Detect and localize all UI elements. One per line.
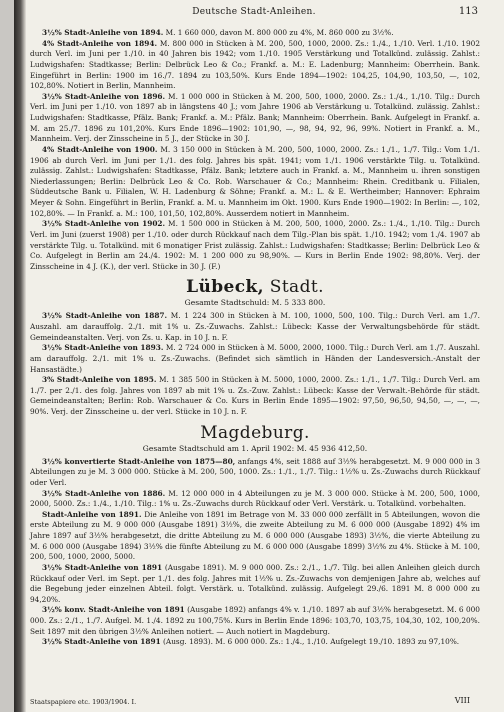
loan-text: M. 1 660 000, davon M. 800 000 zu 4%, M. 860 000 zu 3½%. [163,28,394,37]
signature-mark: VIII [454,696,470,705]
paragraph [30,489,480,510]
loan-title: 4% Stadt-Anleihe von 1900. [42,144,158,154]
loan-text: (Ausg. 1893). M. 6 000 000. Zs.: 1./4., 1./10. Aufgelegt 19./10. 1893 zu 97,10%. [160,637,460,647]
loan-text: (Ausgabe 1891). M. 9 000 000. Zs.: 2./1., 1./7. Tilg. bei allen Anleihen gleich durch Rückkauf oder Verl. im Sept. per 1./1. des folg. Jahres mit 1½% u. Zs.-Zuwachs von demjenigen Jahre ab, welches auf die Begebung jeder einzelnen Abteil. folgt. Verstärk. u. Totalkünd. zulässig. Aufgelegt 29./6. 1891 M. 8 000 000 zu 94,20%. [30,562,480,604]
loan-title: 3½% Stadt-Anleihe von 1902. [42,219,166,229]
loan-title: 3% Stadt-Anleihe von 1895. [42,375,157,385]
loan-text: (Ausgabe 1892) anfangs 4% v. 1./10. 1897 ab auf 3½% herabgesetzt. M. 6 000 000. Zs.: 2./1., 1./7. Aufgel. M. 1./4. 1892 zu 100,75%. Kurs in Berlin Ende 1896: 103,70, 103,75, 104,30, 102, 100,20%. Seit 1897 mit den übrigen 3½% Anleihen notiert. — Auch notiert in Magdeburg. [30,605,480,636]
paragraph [30,39,480,92]
loan-text: anfangs 4%, seit 1888 auf 3½% herabgesetzt. M. 9 000 000 in 3 Abteilungen zu je M. 3 000 000. Stücke à M. 200, 500, 1000. Zs.: 1./1., 1./7. Tilg.: 1½% u. Zs.-Zuwachs durch Rückkauf oder Verl. [30,456,480,487]
page-content [30,28,480,648]
loan-title: Stadt-Anleihe von 1891. [42,509,142,519]
paragraph [30,563,480,606]
loan-title: 3½% konv. Stadt-Anleihe von 1891 [42,605,185,615]
section-heading-rest: Stadt. [263,277,324,298]
loan-text: M. 1 500 000 in Stücken à M. 200, 500, 1000, 2000. Zs.: 1./4., 1./10. Tilg.: Durch Verl. im Juni (zuerst 1908) per 1./10. oder durch Rückkauf nach dem Tilg.-Plan bis spät. 1./10. 1942; vom 1./4. 1907 ab verstärkte Tilg. u. Totalkünd. mit 6 monatiger Frist zulässig. Zahlst.: Ludwigshafen: Stadtkasse; Berlin: Delbrück Leo & Co. Aufgelegt in Berlin am 24./4. 1902: M. 1 200 000 zu 98,90%. — Kurs in Berlin Ende 1902: 98,80%. Verj. der Zinsscheine in 4 J. (K.), der verl. Stücke in 30 J. (F.) [30,219,480,271]
section-heading-magdeburg: Magdeburg. [200,422,310,443]
loan-text: M. 12 000 000 in 4 Abteilungen zu je M. 3 000 000. Stücke à M. 200, 500, 1000, 2000, 5000. Zs.: 1./4., 1./10. Tilg.: 1% u. Zs.-Zuwachs durch Rückkauf oder Verl. Verstärk. u. Totalkünd. vorbehalten. [30,488,480,509]
paragraph [30,311,480,343]
loan-text: M. 1 385 500 in Stücken à M. 5000, 1000, 2000. Zs.: 1./1., 1./7. Tilg.: Durch Verl. am 1./7. per 2./1. des folg. Jahres von 1897 ab mit 1% u. Zs.-Zuw. Zahlst.: Lübeck: Kasse der Verwalt.-Behörde für städt. Gemeindeanstalten; Berlin: Rob. Warschauer & Co. Kurs in Berlin Ende 1895—1902: 97,50, 96,50, 94,50, —, —, —, 90%. Verj. der Zinsscheine u. der verl. Stücke in 10 J. n. F. [30,375,481,416]
paragraph [30,375,480,418]
paragraph [30,343,480,375]
paragraph [30,457,480,489]
loan-text: M. 2 724 000 in Stücken à M. 5000, 2000, 1000. Tilg.: Durch Verl. am 1./7. Auszahl. am darauffolg. 2./1. mit 1% u. Zs.-Zuwachs. (Befindet sich sämtlich in Händen der Landesversich.-Anstalt der Hansastädte.) [30,343,480,374]
loan-title: 3½% konvertierte Stadt-Anleihe von 1875—80, [42,456,236,466]
loan-text: M. 1 000 000 in Stücken à M. 200, 500, 1000, 2000. Zs.: 1./4., 1./10. Tilg.: Durch Verl. im Juni per 1./10. von 1897 ab in längstens 40 J.; vom Jahre 1906 ab Verstärkung u. Totalkünd. zulässig. Zahlst.: Ludwigshafen: Stadtkasse, Pfälz. Bank; Frankf. a. M.: Pfälz. Bank; Mannheim: Oberrhein. Bank. Aufgelegt in Frankf. a. M. am 25./7. 1896 zu 101,20%. Kurs Ende 1896—1902: 101,90, —, 98, 94, 92, 96, 99%. Notiert in Frankf. a. M., Mannheim. Verj. der Zinsscheine in 5 J., der Stücke in 30 J. [30,91,480,144]
paragraph [30,219,480,272]
loan-title: 3½% Stadt-Anleihe von 1893. [42,343,164,353]
loan-title: 3½% Stadt-Anleihe von 1891 [42,637,161,647]
loan-title: 3½% Stadt-Anleihe von 1887. [42,311,168,321]
running-header [30,7,478,21]
paragraph [30,510,480,563]
paragraph [30,28,480,39]
total-debt-line: Gesamte Stadtschuld am 1. April 1902: M. 45 936 412,50. [142,443,368,453]
binding-gutter [14,0,26,712]
loan-text: Die Anleihe von 1891 im Betrage von M. 33 000 000 zerfällt in 5 Abteilungen, wovon die erste Abteilung zu M. 9 000 000 (Ausgabe 1891) 3½%, die zweite Abteilung zu M. 6 000 000 (Ausgabe 1892) 4% im Jahre 1897 auf 3½% herabgesetzt, die dritte Abteilung zu M. 6 000 000 (Ausgabe 1893) 3½%, die vierte Abteilung zu M. 6 000 000 (Ausgabe 1894) 3½% die fünfte Abteilung zu M. 6 000 000 (Ausgabe 1899) 3½% zu 4%. Stücke à M. 100, 200, 500, 1000, 2000, 5000. [30,509,480,562]
section-heading-luebeck [30,278,480,297]
section-heading-bold: Lübeck, [186,277,264,298]
loan-text: M. 1 224 300 in Stücken à M. 100, 1000, 500, 100. Tilg.: Durch Verl. am 1./7. Auszahl. am darauffolg. 2./1. mit 1% u. Zs.-Zuwachs. Zahlst.: Lübeck: Kasse der Verwaltungsbehörde für städt. Gemeindeanstalten. Verj. von Zs. u. Kap. in 10 J. n. F. [30,311,481,342]
page-footer [30,698,478,708]
loan-title: 4% Stadt-Anleihe von 1894. [42,38,158,48]
loan-title: 3½% Stadt-Anleihe von 1894. [42,28,164,37]
page-number: 113 [458,6,478,17]
footer-imprint: Staatspapiere etc. 1903/1904. I. [30,698,137,706]
paragraph [30,637,480,648]
loan-text: M. 800 000 in Stücken à M. 200, 500, 1000, 2000. Zs.: 1./4., 1./10. Verl. 1./10. 1902 durch Verl. im Juni per 1./10. in 40 Jahren bis 1942; vom 1./10. 1905 Verstärkung und Totalkünd. zulässig. Zahlst.: Ludwigshafen: Stadtkasse; Berlin: Delbrück Leo & Co.; Frankf. a. M.: E. Ladenburg; Mannheim: Oberrhein. Bank. Eingeführt in Berlin: 1900 im 16./7. 1894 zu 103,50%. Kurs Ende 1894—1902: 104,25, 104,90, 103,50, —, 102, 102,80%. Notiert in Berlin, Mannheim. [30,38,480,91]
paragraph [30,605,480,637]
loan-text: M. 3 150 000 in Stücken à M. 200, 500, 1000, 2000. Zs.: 1./1., 1./7. Tilg.: Vom 1./1. 1906 ab durch Verl. im Juni per 1./1. des folg. Jahres bis spät. 1941; vom 1./1. 1906 verstärkte Tilg. u. Totalkünd. zulässig. Zahlst.: Ludwigshafen: Stadtkasse, Pfälz. Bank; letztere auch in Frankf. a. M., Mannheim u. ihren sonstigen Niederlassungen; Berlin: Delbrück Leo & Co. Rob. Warschauer & Co.; Mannheim: Rhein. Creditbank u. Filialen, Süddeutsche Bank u. Filialen, W. H. Ladenburg & Söhne; Frankf. a. M.: L. & E. Wertheimber; Hannover: Ephraim Meyer & Sohn. Eingeführt in Berlin, Frankf. a. M. u. Mannheim im Okt. 1900. Kurs Ende 1900—1902: In Berlin: —, 102, 102,80%. — In Frankf. a. M.: 100, 101,50, 102,80%. Ausserdem notiert in Mannheim. [30,144,480,218]
total-debt-line: Gesamte Stadtschuld: M. 5 333 800. [184,298,326,308]
paragraph [30,92,480,145]
loan-title: 3½% Stadt-Anleihe von 1896. [42,91,166,101]
loan-title: 3½% Stadt-Anleihe von 1886. [42,488,166,498]
running-title: Deutsche Stadt-Anleihen. [192,7,316,17]
paragraph [30,145,480,219]
loan-title: 3½% Stadt-Anleihe von 1891 [42,562,163,572]
